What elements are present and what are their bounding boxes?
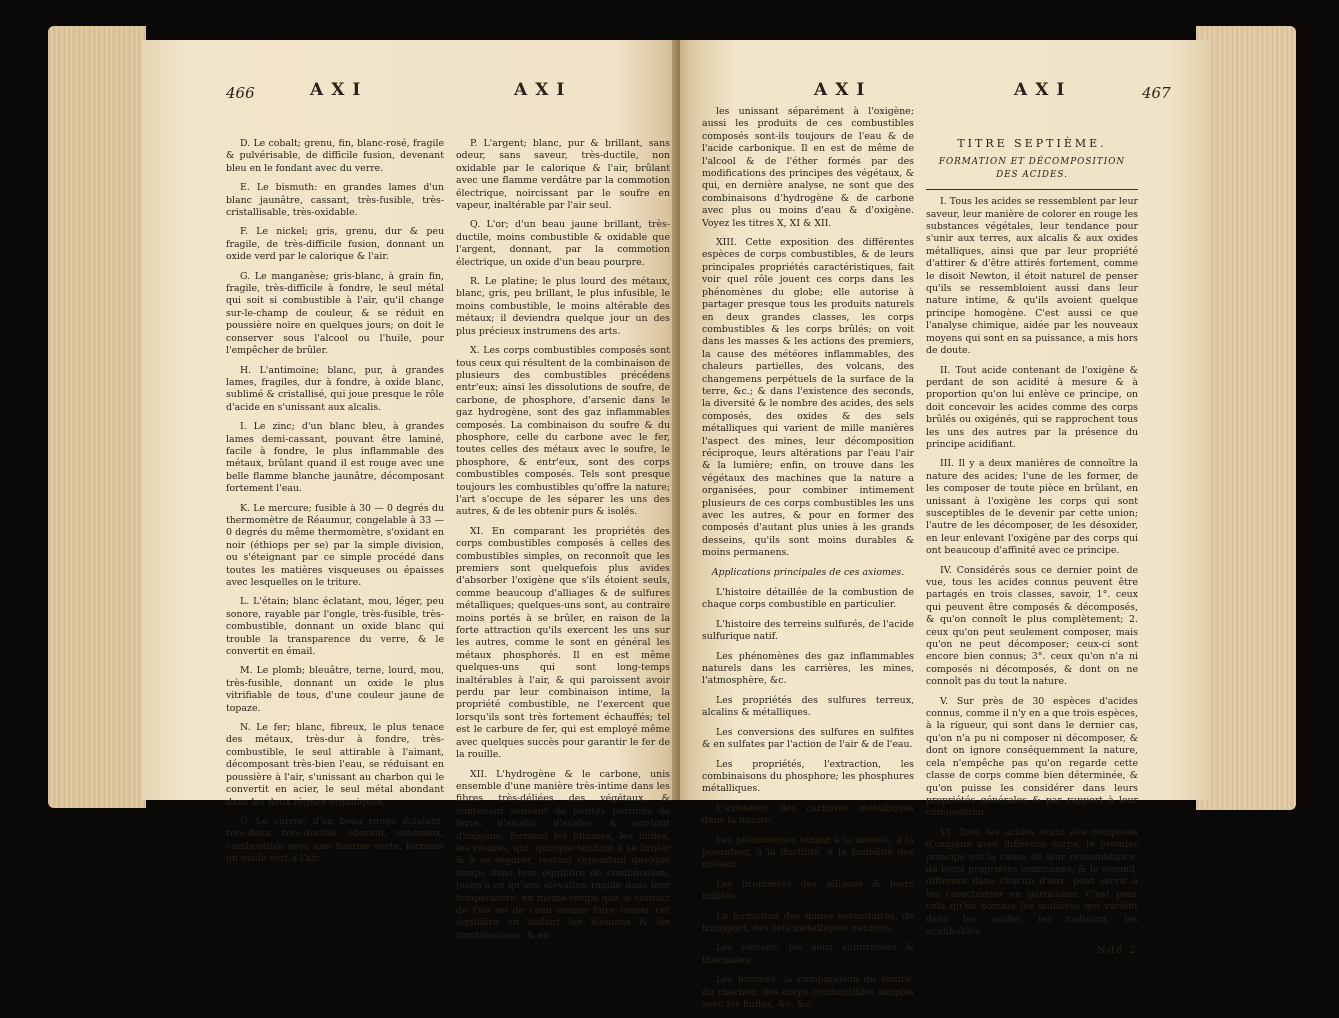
paragraph: D. Le cobalt; grenu, fin, blanc-rosé, fragile & pulvérisable, de difficile fusion, devenant bleu en le fondant avec du verre. [226,138,444,174]
paragraph: IV. Considérés sous ce dernier point de vue, tous les acides connus peuvent être partagés en trois classes, savoir, 1°. ceux qui peuvent être composés & décomposés, & qu'on connoît le plus complètement; 2. ceux qu'on peut seulement composer, mais qu'on ne peut décomposer; ceux-ci sont encore bien connus; 3°. ceux qu'on n'a ni composés ni décomposés, & dont on ne connoît pas du tout la nature. [926,564,1138,688]
right-page-column-1 [702,106,914,1018]
right-page-column-2 [926,138,1138,958]
right-page [680,40,1210,1010]
paragraph: XIII. Cette exposition des différentes espèces de corps combustibles, & de leurs principales propriétés caractéristiques, fait voir quel rôle jouent ces corps dans les phénomènes du globe; elle autorise à partager presque tous les produits naturels en deux grandes classes, les corps combustibles & les corps brûlés; on voit dans les masses & les actions des premiers, la cause des météores inflammables, des chaleurs partielles, des volcans, des changemens perpétuels de la surface de la terre, &c.; & dans l'existence des seconds, la diversité & le nombre des acides, des sels composés, des oxides & des sels métalliques qui varient de mille manières l'aspect des mines, leur décomposition réciproque, leurs altérations par l'eau l'air & la lumière; enfin, on trouve dans les végétaux des machines que la nature a organisées, pour combiner intimement plusieurs de ces corps combustibles les uns avec les autres, & pour en former des composés d'autant plus unies à les grands desseins, qu'ils sont moins durables & moins permanens. [702,237,914,559]
paragraph: V. Sur près de 30 espèces d'acides connus, comme il n'y en a que trois espèces, à la rigueur, qui sont dans le dernier cas, qu'on n'a pu ni composer ni décomposer, & dont on ignore conséquemment la nature, cela n'empêche pas qu'on regarde cette classe de corps comme bien déterminée, & qu'on puisse les considérer dans leurs propriétés générales & par rapport à leur composition. [926,695,1138,819]
paragraph: H. L'antimoine; blanc, pur, à grandes lames, fragiles, dur à fondre, à oxide blanc, sublimé & cristallisé, qui joue presque le rôle d'acide en s'unissant aux alcalis. [226,364,444,413]
paragraph: K. Le mercure; fusible à 30 — 0 degrés du thermomètre de Réaumur, congelable à 33 — 0 degrés du même thermomètre, s'oxidant en noir (éthiops per se) par la simple division, ou s'éteignant par ce simple procédé dans toutes les matières visqueuses ou épaisses avec lesquelles on le triture. [226,502,444,588]
application-item: Les propriétés, l'extraction, les combinaisons du phosphore; les phosphures métalliques. [702,758,914,795]
application-item: Les phénomènes des gaz inflammables naturels dans les carrières, les mines, l'atmosphère, &c. [702,650,914,687]
application-item: L'histoire détaillée de la combustion de chaque corps combustible en particulier. [702,587,914,611]
paragraph: VI. Tous les acides étant des composés d'oxigène avec différens corps, le premier principe est la cause de leur ressemblance, de leurs propriétés communes, & le second, différent dans chacun d'eux, peut servir à les caractériser en particulier. C'est pour cela qu'on nomme les matières qui varient dans les acides, les radicaux, les acidifiables. [926,826,1138,937]
application-item: Les volcans, les eaux sulfureuses & thermales. [702,942,914,966]
catchword: Ndd 2 [1096,945,1138,957]
application-item: Les propriétés des alliages & leurs utilités. [702,878,914,903]
paragraph: G. Le manganèse; gris-blanc, à grain fin, fragile, très-difficile à fondre, le seul métal qui soit si combustible à l'air, qu'il change sur-le-champ de couleur, & se réduit en poussière noire en quelques jours; on doit le conserver sous l'alcool ou l'huile, pour l'empêcher de brûler. [226,270,444,357]
paragraph: III. Il y a deux manières de connoître la nature des acides; l'une de les former, de les composer de toute pièce en brûlant, en unissant à l'oxigène les corps qui sont susceptibles de le devenir par cette union; l'autre de les décomposer, de les désoxider, en leur enlevant l'oxigène par des corps qui ont beaucoup d'affinité avec ce principe. [926,458,1138,557]
left-page [142,40,678,941]
running-head-left-col2: AXI [514,80,573,100]
paragraph: II. Tout acide contenant de l'oxigène & perdant de son acidité à mesure & à proportion qu'on lui enlève ce principe, on doit concevoir les acides comme des corps brûlés ou oxigénés, qui se rapprochent tous les uns des autres par la présence du principe acidifiant. [926,364,1138,450]
paragraph: E. Le bismuth: en grandes lames d'un blanc jaunâtre, cassant, très-fusible, très-cristallisable, très-oxidable. [226,182,444,219]
paragraph: les unissant séparément à l'oxigène; aussi les produits de ces combustibles composés sont-ils toujours de l'eau & de l'acide carbonique. Il en est de même de l'alcool & de l'éther formés par des modifications des principes des végétaux, & qui, en dernière analyse, ne sont que des combinaisons d'hydrogène & de carbone avec plus ou moins d'eau & d'oxigène. Voyez les titres X, XI & XII. [702,106,914,229]
paragraph: O. Le cuivre; d'un beau rouge éclatant, très-doux, très-ductile, odorant, vénéneux, combustible avec une flamme verte, formant un oxide vert à l'air. [226,815,444,865]
paragraph: P. L'argent; blanc, pur & brillant, sans odeur, sans saveur, très-ductile, non oxidable par le calorique & l'air, brûlant avec une flamme verdâtre par la commotion électrique, noircissant par le soufre en vapeur, inaltérable par l'air seul. [456,138,670,212]
paragraph: X. Les corps combustibles composés sont tous ceux qui résultent de la combinaison de plusieurs des combustibles précédens entr'eux; ainsi les dissolutions de soufre, de carbone, de phosphore, d'arsenic dans le gaz hydrogène, sont des gaz inflammables composés. La combinaison du soufre & du phosphore, celle du carbone avec le fer, toutes celles des métaux avec le soufre, le phosphore, & entr'eux, sont des corps combustibles composés. Tels sont presque toujours les combustibles qu'offre la nature; l'art s'occupe de les séparer les uns des autres, & de les obtenir purs & isolés. [456,345,670,518]
paragraph: N. Le fer; blanc, fibreux, le plus tenace des métaux, très-dur à fondre, très-combustible, le seul attirable à l'aimant, décomposant très-bien l'eau, se réduisant en poussière à l'air, s'unissant au charbon qui le convertit en acier, le seul métal abondant dans les deux règnes organiques. [226,722,444,808]
application-item: Les propriétés des sulfures terreux, alcalins & métalliques. [702,694,914,719]
page-number-right: 467 [1142,84,1171,102]
left-page-column-1 [226,138,444,873]
paragraph: R. Le platine; le plus lourd des métaux, blanc, gris, peu brillant, le plus infusible, le moins combustible, le moins altérable des métaux; il deviendra quelque jour un des plus précieux instrumens des arts. [456,276,670,337]
application-item: Les conversions des sulfures en sulfites & en sulfates par l'action de l'air & de l'eau. [702,726,914,751]
applications-heading: Applications principales de ces axiomes. [711,566,905,578]
application-item: La formation des mines secondaires, de transport, des sels métalliques naturels. [702,910,914,934]
page-number-left: 466 [226,84,255,102]
paragraph: L. L'étain; blanc éclatant, mou, léger, peu sonore, rayable par l'ongle, très-fusible, très-combustible, donnant un oxide blanc qui trouble la transparence du verre, & le convertit en émail. [226,596,444,658]
section-title: TITRE SEPTIÈME. [957,137,1107,150]
application-item: Les phénomènes tenant à la densité, à la pesanteur, à la ductilité, à la fusibilité des métaux. [702,834,914,871]
paragraph: I. Tous les acides se ressemblent par leur saveur, leur manière de colorer en rouge les substances végétales, leur tendance pour s'unir aux terres, aux alcalis & aux oxides métalliques, ainsi que par leur propriété d'attirer & d'être attirés fortement, comme le disoit Newton, il étoit naturel de penser qu'ils se ressembloient aussi dans leur nature intime, & qu'ils avoient quelque principe homogène. C'est aussi ce que l'analyse chimique, aidée par les nouveaux moyens qui sont en sa puissance, a mis hors de doute. [926,196,1138,357]
left-page-edges [48,26,146,808]
running-head-right-col2: AXI [1014,80,1073,100]
paragraph: I. Le zinc; d'un blanc bleu, à grandes lames demi-cassant, pouvant être laminé, facile à fondre, le plus inflammable des métaux, brûlant quand il est rouge avec une belle flamme blanche jaunâtre, décomposant fortement l'eau. [226,421,444,495]
application-item: Les bitumes, la comparaison du soufre, du charbon, des corps combustibles simples avec les huiles, &c. &c. [702,974,914,1010]
paragraph: XI. En comparant les propriétés des corps combustibles composés à celles des combustibles simples, on reconnoît que les premiers sont quelquefois plus avides d'absorber l'oxigène que s'ils étoient seuls, comme beaucoup d'alliages & de sulfures métalliques; quelques-uns sont, au contraire moins portés à se brûler, en raison de la forte attraction qu'ils exercent les uns sur les autres, comme le sont en général les métaux phosphorés. Il en est même quelques-uns qui sont long-temps inaltérables à l'air, & qui paroissent avoir perdu par leur combinaison intime, la propriété combustible, ne l'exercent que lorsqu'ils sont très fortement échauffés; tel est le carbure de fer, qui est employé même avec quelques succès pour garantir le fer de la rouille. [456,525,670,761]
right-page-edges [1196,26,1296,810]
application-item: L'existence des carbures métalliques dans la nature. [702,802,914,827]
paragraph: XII. L'hydrogène & le carbone, unis ensemble d'une manière très-intime dans les fibres très-déliées des végétaux, & contenant souvent de petites portions de terre, d'alcalis, d'acides, & sur-tout d'oxigène, forment les bitumes, les huiles, les résines, qui, quoique tendant à se brûler & à se séparer, restent cependant quelque temps dans leur équilibre de combinaison, jusqu'à ce qu'une élévation rapide dans leur température, en même-temps que le contact de l'air ou de l'eau vienne faire cesser cet équilibre en isolant les élémens & les combinaisons, & en [456,768,670,941]
running-head-right-col1: AXI [814,80,873,100]
title-rule [926,189,1138,190]
running-head-left-col1: AXI [310,80,369,100]
section-subtitle: FORMATION ET DÉCOMPOSITION DES ACIDES. [938,157,1126,180]
paragraph: F. Le nickel; gris, grenu, dur & peu fragile, de très-difficile fusion, donnant un oxide verd par le calorique & l'air. [226,226,444,263]
paragraph: Q. L'or; d'un beau jaune brillant, très-ductile, moins combustible & oxidable que l'argent, donnant, par la commotion électrique, un oxide d'un beau pourpre. [456,219,670,268]
application-item: L'histoire des terreins sulfurés, de l'acide sulfurique natif. [702,618,914,643]
left-page-column-2 [456,138,670,949]
paragraph: M. Le plomb; bleuâtre, terne, lourd, mou, très-fusible, donnant un oxide le plus vitrifiable de tous, d'une couleur jaune de topaze. [226,665,444,714]
